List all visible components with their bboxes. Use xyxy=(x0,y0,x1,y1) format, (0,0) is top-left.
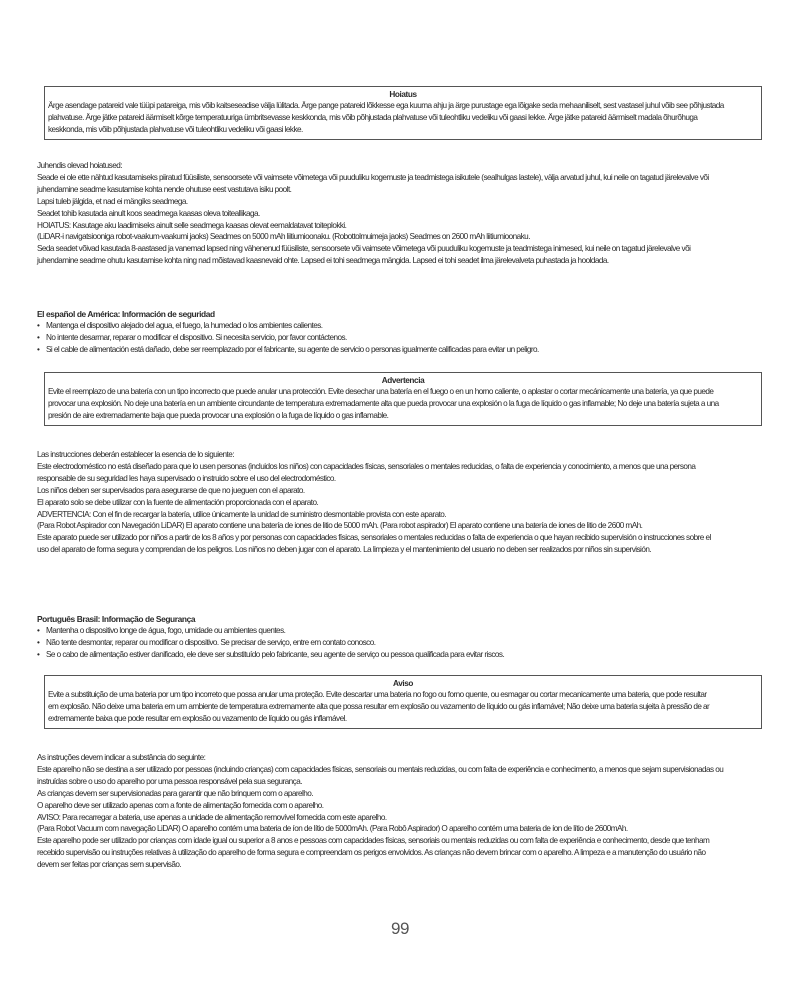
instruction-line: AVISO: Para recarregar a bateria, use apenas a unidade de alimentação removível fornecida com este aparelho. xyxy=(37,812,387,822)
instruction-line: juhendamine seadme ohutu kasutamise kohta ning nad mõistavad kaasnevaid ohte. Lapsed ei tohi seadmega mängida. Lapsed ei tohi seadet ilma järelevalveta puhastada ja hooldada. xyxy=(37,256,609,266)
spanish-warning-box xyxy=(44,372,762,426)
list-item: • Mantenga el dispositivo alejado del agua, el fuego, la humedad o los ambientes calientes. xyxy=(37,320,761,332)
instruction-line: instruídas sobre o uso do aparelho por uma pessoa responsável pela sua segurança. xyxy=(37,776,302,786)
warning-text-line: presión de aire extremadamente baja que pueda provocar una explosión o la fuga de líquido o gas inflamable. xyxy=(48,410,389,420)
page-number: 99 xyxy=(391,919,409,938)
warning-text-line: Evite a substituição de uma bateria por um tipo incorreto que possa anular uma proteção. Evite descartar uma bateria no fogo ou forno quente, ou esmagar ou cortar mecanicamente uma bateria, que pode resultar xyxy=(48,690,707,699)
section-heading: El español de América: Información de seguridad xyxy=(37,309,215,319)
warning-text-line: em explosão. Não deixe uma bateria em um ambiente de temperatura extremamente alta que possa resultar em explosão ou vazamento de líquido ou gás inflamável; Não deixe uma bateria sujeita à pressão de ar xyxy=(48,701,710,711)
warning-box-title: Hoiatus xyxy=(389,90,417,99)
warning-text-line: provocar una explosión. No deje una batería en un ambiente circundante de temperatura extremadamente alta que pueda provocar una explosión o la fuga de líquido o gas inflamable; No deje una batería sujeta a una xyxy=(48,398,719,408)
instruction-line: Este aparelho não se destina a ser utilizado por pessoas (incluindo crianças) com capacidades físicas, sensoriais ou mentais reduzidas, ou com falta de experiência e conhecimento, a menos que sejam supervisionadas ou xyxy=(37,764,724,774)
spanish-instructions xyxy=(37,449,761,556)
instruction-line: O aparelho deve ser utilizado apenas com a fonte de alimentação fornecida com o aparelho. xyxy=(37,800,324,810)
list-item: • No intente desarmar, reparar o modificar el dispositivo. Si necesita servicio, por favor contáctenos. xyxy=(37,332,761,344)
list-item: • Mantenha o dispositivo longe de água, fogo, umidade ou ambientes quentes. xyxy=(37,625,761,637)
instruction-line: Las instrucciones deberán establecer la esencia de lo siguiente: xyxy=(37,450,234,459)
instruction-line: Seda seadet võivad kasutada 8-aastased ja vanemad lapsed ning vähenenud füüsiliste, sensoorsete või vaimsete võimetega või puuduliku kogemuste ja teadmistega inimesed, kui neile on tagatud järelevalve või xyxy=(37,244,691,254)
portuguese-warning-box xyxy=(44,675,762,729)
instruction-line: juhendamine seadme kasutamise kohta nende ohutuse eest vastutava isiku poolt. xyxy=(37,184,292,194)
instruction-line: Este aparelho pode ser utilizado por crianças com idade igual ou superior a 8 anos e pessoas com capacidades físicas, sensoriais ou mentais reduzidas ou com falta de experiência e conhecimento, desde que tenham xyxy=(37,836,710,846)
instruction-line: Los niños deben ser supervisados para asegurarse de que no jueguen con el aparato. xyxy=(37,485,305,495)
instruction-line: El aparato solo se debe utilizar con la fuente de alimentación proporcionada con el aparato. xyxy=(37,497,319,507)
section-heading: Português Brasil: Informação de Segurança xyxy=(37,614,196,624)
instruction-line: HOIATUS: Kasutage aku laadimiseks ainult selle seadmega kaasas olevat eemaldatavat toiteplokki. xyxy=(37,220,347,230)
instruction-line: (Para Robot Vacuum com navegação LiDAR) O aparelho contém uma bateria de íon de lítio de 5000mAh. (Para Robô Aspirador) O aparelho contém uma bateria de íon de lítio de 2600mAh. xyxy=(37,824,628,834)
warning-text-line: Ärge asendage patareid vale tüüpi patareiga, mis võib kaitseseadise välja lülitada. Ärge pange patareid lõkkesse ega kuuma ahju ja ärge purustage ega lõigake seda mehaaniliselt, sest vastasel juhul võib see põhjustada xyxy=(48,101,724,110)
safety-bullet-list xyxy=(37,625,761,661)
portuguese-section xyxy=(37,613,761,661)
instruction-line: Este electrodoméstico no está diseñado para que lo usen personas (incluidos los niños) con capacidades físicas, sensoriales o mentales reducidas, o falta de experiencia y conocimiento, a menos que una persona xyxy=(37,461,696,471)
instruction-line: (LiDAR-i navigatsiooniga robot-vaakum-vaakumi jaoks) Seadmes on 5000 mAh liitiumioonaku. (Robottolmuimeja jaoks) Seadmes on 2600 mAh liitiumioonaku. xyxy=(37,232,530,242)
instruction-line: devem ser feitas por crianças sem supervisão. xyxy=(37,860,182,870)
instruction-line: uso del aparato de forma segura y comprendan de los peligros. Los niños no deben jugar con el aparato. La limpieza y el mantenimiento del usuario no deben ser realizados por niños sin supervisión. xyxy=(37,545,652,555)
instruction-line: Juhendis olevad hoiatused: xyxy=(37,161,122,170)
warning-text-line: extremamente baixa que pode resultar em explosão ou vazamento de líquido ou gás inflamável. xyxy=(48,713,347,723)
list-item: • Si el cable de alimentación está dañado, debe ser reemplazado por el fabricante, su agente de servicio o personas igualmente calificadas para evitar un peligro. xyxy=(37,344,761,356)
instruction-line: (Para Robot Aspirador con Navegación LiDAR) El aparato contiene una batería de iones de litio de 5000 mAh. (Para robot aspirador) El aparato contiene una batería de iones de litio de 2600 mAh. xyxy=(37,521,643,531)
estonian-warning-box xyxy=(44,86,762,140)
warning-box-title: Aviso xyxy=(393,679,413,688)
spanish-section xyxy=(37,308,761,356)
instruction-line: Lapsi tuleb jälgida, et nad ei mängiks seadmega. xyxy=(37,196,188,206)
instruction-line: Este aparato puede ser utilizado por niños a partir de los 8 años y por personas con capacidades físicas, sensoriales o mentales reducidas o falta de experiencia o que hayan recibido supervisión o instrucciones sobre el xyxy=(37,533,711,543)
safety-bullet-list xyxy=(37,320,761,356)
estonian-instructions xyxy=(37,160,761,267)
instruction-line: ADVERTENCIA: Con el fin de recargar la batería, utilice únicamente la unidad de suministro desmontable provista con este aparato. xyxy=(37,509,447,519)
warning-text-line: keskkonda, mis võib põhjustada plahvatuse või tuleohtliku vedeliku või gaasi lekke. xyxy=(48,124,303,134)
instruction-line: recebido supervisão ou instruções relativas à utilização do aparelho de forma segura e compreendam os perigos envolvidos. As crianças não devem brincar com o aparelho. A limpeza e a manutenção do usuário não xyxy=(37,848,706,858)
warning-box-title: Advertencia xyxy=(381,376,425,385)
instruction-line: Seade ei ole ette nähtud kasutamiseks piiratud füüsiliste, sensoorsete või vaimsete võimetega või puuduliku kogemuste ja teadmistega isikutele (sealhulgas lastele), välja arvatud juhul, kui neile on tagatud järelevalve või xyxy=(37,172,709,182)
instruction-line: Seadet tohib kasutada ainult koos seadmega kaasas oleva toiteallikaga. xyxy=(37,208,260,218)
instruction-line: As instruções devem indicar a substância do seguinte: xyxy=(37,753,206,762)
instruction-line: responsable de su seguridad les haya supervisado o instruido sobre el uso del electrodoméstico. xyxy=(37,473,336,483)
list-item: • Se o cabo de alimentação estiver danificado, ele deve ser substituído pelo fabricante, seu agente de serviço ou pessoa qualificada para evitar riscos. xyxy=(37,649,761,661)
portuguese-instructions xyxy=(37,752,761,871)
instruction-line: As crianças devem ser supervisionadas para garantir que não brinquem com o aparelho. xyxy=(37,788,314,798)
list-item: • Não tente desmontar, reparar ou modificar o dispositivo. Se precisar de serviço, entre em contato conosco. xyxy=(37,637,761,649)
warning-text-line: Evite el reemplazo de una batería con un tipo incorrecto que puede anular una protección. Evite desechar una batería en el fuego o en un horno caliente, o aplastar o cortar mecánicamente una batería, ya que puede xyxy=(48,387,714,396)
warning-text-line: plahvatuse. Ärge jätke patareid äärmiselt kõrge temperatuuriga ümbritsevasse keskkonda, mis võib põhjustada plahvatuse või tuleohtliku vedeliku või gaasi lekke. Ärge jätke patareid äärmiselt madala õhurõhuga xyxy=(48,112,698,122)
